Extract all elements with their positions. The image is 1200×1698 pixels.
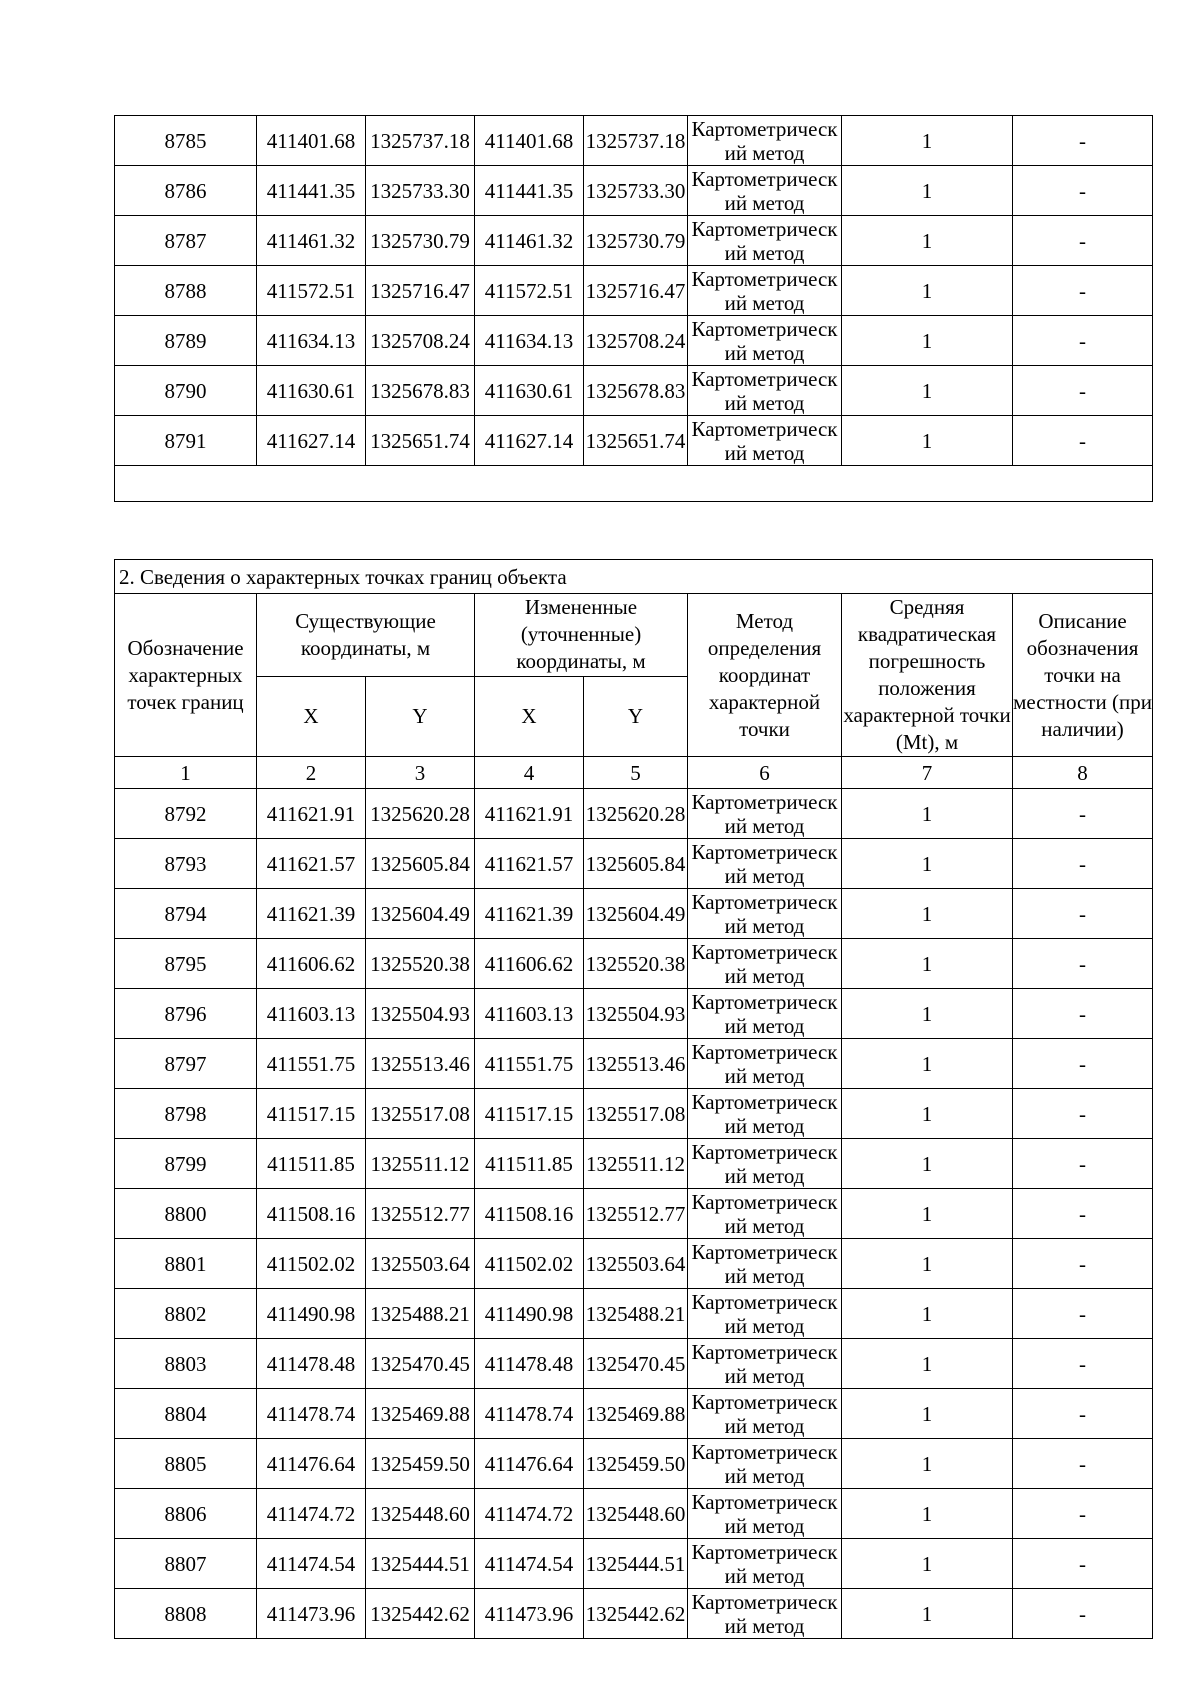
changed-x-cell: 411461.32 [475,216,584,266]
existing-y-cell: 1325708.24 [366,316,475,366]
method-cell: Картометрический метод [688,416,842,466]
existing-y-cell: 1325504.93 [366,989,475,1039]
existing-y-cell: 1325444.51 [366,1539,475,1589]
header-existing-x: X [257,676,366,757]
table-row [115,1089,1153,1139]
existing-x-cell: 411508.16 [257,1189,366,1239]
method-cell: Картометрический метод [688,1139,842,1189]
method-cell: Картометрический метод [688,1439,842,1489]
changed-y-cell: 1325442.62 [584,1589,688,1639]
existing-y-cell: 1325503.64 [366,1239,475,1289]
changed-x-cell: 411572.51 [475,266,584,316]
table-row [115,839,1153,889]
existing-y-cell: 1325448.60 [366,1489,475,1539]
error-cell: 1 [842,166,1013,216]
table-row [115,1189,1153,1239]
changed-y-cell: 1325604.49 [584,889,688,939]
point-cell: 8793 [115,839,257,889]
description-cell: - [1013,266,1153,316]
column-number: 1 [115,757,257,789]
existing-x-cell: 411461.32 [257,216,366,266]
point-cell: 8785 [115,116,257,166]
table-row [115,366,1153,416]
point-cell: 8789 [115,316,257,366]
table-row [115,1489,1153,1539]
method-cell: Картометрический метод [688,1389,842,1439]
point-cell: 8796 [115,989,257,1039]
column-number: 8 [1013,757,1153,789]
table-row [115,1589,1153,1639]
existing-x-cell: 411474.72 [257,1489,366,1539]
changed-y-cell: 1325708.24 [584,316,688,366]
error-cell: 1 [842,416,1013,466]
changed-y-cell: 1325470.45 [584,1339,688,1389]
method-cell: Картометрический метод [688,889,842,939]
column-number: 4 [475,757,584,789]
section-title: 2. Сведения о характерных точках границ объекта [115,560,1153,594]
existing-x-cell: 411478.74 [257,1389,366,1439]
table-row [115,266,1153,316]
point-cell: 8807 [115,1539,257,1589]
method-cell: Картометрический метод [688,366,842,416]
changed-y-cell: 1325678.83 [584,366,688,416]
method-cell: Картометрический метод [688,839,842,889]
changed-y-cell: 1325448.60 [584,1489,688,1539]
error-cell: 1 [842,939,1013,989]
header-changed-y: Y [584,676,688,757]
description-cell: - [1013,1039,1153,1089]
header-error: Средняя квадратическая погрешность положения характерной точки (Mt), м [842,594,1013,757]
description-cell: - [1013,789,1153,839]
error-cell: 1 [842,1239,1013,1289]
point-cell: 8799 [115,1139,257,1189]
table-row [115,166,1153,216]
point-cell: 8806 [115,1489,257,1539]
changed-x-cell: 411517.15 [475,1089,584,1139]
table-row [115,939,1153,989]
existing-y-cell: 1325730.79 [366,216,475,266]
existing-x-cell: 411627.14 [257,416,366,466]
changed-x-cell: 411401.68 [475,116,584,166]
method-cell: Картометрический метод [688,1089,842,1139]
point-cell: 8797 [115,1039,257,1089]
changed-x-cell: 411474.72 [475,1489,584,1539]
existing-x-cell: 411478.48 [257,1339,366,1389]
point-cell: 8798 [115,1089,257,1139]
changed-x-cell: 411511.85 [475,1139,584,1189]
description-cell: - [1013,1539,1153,1589]
method-cell: Картометрический метод [688,266,842,316]
description-cell: - [1013,316,1153,366]
column-number: 5 [584,757,688,789]
description-cell: - [1013,1489,1153,1539]
method-cell: Картометрический метод [688,1039,842,1089]
method-cell: Картометрический метод [688,216,842,266]
table-row [115,1139,1153,1189]
error-cell: 1 [842,116,1013,166]
changed-x-cell: 411630.61 [475,366,584,416]
header-point: Обозначение характерных точек границ [115,594,257,757]
existing-y-cell: 1325605.84 [366,839,475,889]
point-cell: 8791 [115,416,257,466]
method-cell: Картометрический метод [688,1539,842,1589]
method-cell: Картометрический метод [688,116,842,166]
existing-x-cell: 411630.61 [257,366,366,416]
existing-x-cell: 411517.15 [257,1089,366,1139]
changed-x-cell: 411603.13 [475,989,584,1039]
error-cell: 1 [842,366,1013,416]
error-cell: 1 [842,1389,1013,1439]
empty-row [115,466,1153,502]
error-cell: 1 [842,889,1013,939]
table-row [115,1389,1153,1439]
empty-cell [115,466,1153,502]
table-row [115,789,1153,839]
existing-x-cell: 411502.02 [257,1239,366,1289]
table-row [115,1239,1153,1289]
changed-y-cell: 1325504.93 [584,989,688,1039]
error-cell: 1 [842,1339,1013,1389]
error-cell: 1 [842,1589,1013,1639]
method-cell: Картометрический метод [688,789,842,839]
existing-x-cell: 411621.91 [257,789,366,839]
error-cell: 1 [842,216,1013,266]
table-row [115,416,1153,466]
changed-x-cell: 411606.62 [475,939,584,989]
existing-y-cell: 1325520.38 [366,939,475,989]
header-existing-y: Y [366,676,475,757]
changed-x-cell: 411441.35 [475,166,584,216]
existing-x-cell: 411474.54 [257,1539,366,1589]
error-cell: 1 [842,1039,1013,1089]
table-row [115,1439,1153,1489]
changed-y-cell: 1325444.51 [584,1539,688,1589]
existing-x-cell: 411634.13 [257,316,366,366]
changed-y-cell: 1325469.88 [584,1389,688,1439]
table-row [115,1339,1153,1389]
coordinates-table-continued [114,115,1153,502]
description-cell: - [1013,889,1153,939]
changed-x-cell: 411621.57 [475,839,584,889]
header-description: Описание обозначения точки на местности (при наличии) [1013,594,1153,757]
description-cell: - [1013,989,1153,1039]
existing-y-cell: 1325512.77 [366,1189,475,1239]
point-cell: 8792 [115,789,257,839]
table-body [115,789,1153,1639]
method-cell: Картометрический метод [688,166,842,216]
method-cell: Картометрический метод [688,316,842,366]
changed-x-cell: 411478.48 [475,1339,584,1389]
description-cell: - [1013,1189,1153,1239]
method-cell: Картометрический метод [688,1339,842,1389]
changed-x-cell: 411627.14 [475,416,584,466]
changed-x-cell: 411551.75 [475,1039,584,1089]
column-number: 7 [842,757,1013,789]
point-cell: 8786 [115,166,257,216]
changed-y-cell: 1325716.47 [584,266,688,316]
changed-y-cell: 1325517.08 [584,1089,688,1139]
changed-y-cell: 1325605.84 [584,839,688,889]
changed-y-cell: 1325730.79 [584,216,688,266]
description-cell: - [1013,216,1153,266]
existing-y-cell: 1325517.08 [366,1089,475,1139]
header-changed-x: X [475,676,584,757]
existing-x-cell: 411572.51 [257,266,366,316]
changed-x-cell: 411634.13 [475,316,584,366]
coordinates-table [114,559,1153,1639]
table-row [115,1289,1153,1339]
existing-y-cell: 1325470.45 [366,1339,475,1389]
error-cell: 1 [842,1489,1013,1539]
existing-y-cell: 1325733.30 [366,166,475,216]
changed-y-cell: 1325459.50 [584,1439,688,1489]
description-cell: - [1013,1389,1153,1439]
description-cell: - [1013,366,1153,416]
error-cell: 1 [842,1289,1013,1339]
error-cell: 1 [842,989,1013,1039]
existing-y-cell: 1325716.47 [366,266,475,316]
changed-x-cell: 411621.91 [475,789,584,839]
table-row [115,889,1153,939]
point-cell: 8788 [115,266,257,316]
header-existing: Существующие координаты, м [257,594,475,677]
column-number: 3 [366,757,475,789]
existing-x-cell: 411606.62 [257,939,366,989]
point-cell: 8800 [115,1189,257,1239]
point-cell: 8803 [115,1339,257,1389]
error-cell: 1 [842,266,1013,316]
point-cell: 8790 [115,366,257,416]
header-method: Метод определения координат характерной точки [688,594,842,757]
changed-y-cell: 1325512.77 [584,1189,688,1239]
description-cell: - [1013,1089,1153,1139]
existing-y-cell: 1325442.62 [366,1589,475,1639]
description-cell: - [1013,116,1153,166]
existing-x-cell: 411511.85 [257,1139,366,1189]
existing-x-cell: 411603.13 [257,989,366,1039]
changed-y-cell: 1325503.64 [584,1239,688,1289]
header-changed: Измененные (уточненные) координаты, м [475,594,688,677]
point-cell: 8794 [115,889,257,939]
method-cell: Картометрический метод [688,1589,842,1639]
changed-x-cell: 411474.54 [475,1539,584,1589]
error-cell: 1 [842,839,1013,889]
point-cell: 8808 [115,1589,257,1639]
point-cell: 8804 [115,1389,257,1439]
column-number: 6 [688,757,842,789]
description-cell: - [1013,1239,1153,1289]
column-number: 2 [257,757,366,789]
existing-x-cell: 411473.96 [257,1589,366,1639]
existing-x-cell: 411476.64 [257,1439,366,1489]
table-header [115,560,1153,789]
changed-y-cell: 1325737.18 [584,116,688,166]
changed-y-cell: 1325620.28 [584,789,688,839]
table-row [115,989,1153,1039]
method-cell: Картометрический метод [688,939,842,989]
existing-y-cell: 1325469.88 [366,1389,475,1439]
changed-x-cell: 411621.39 [475,889,584,939]
existing-y-cell: 1325651.74 [366,416,475,466]
existing-x-cell: 411621.57 [257,839,366,889]
changed-x-cell: 411476.64 [475,1439,584,1489]
error-cell: 1 [842,1439,1013,1489]
changed-x-cell: 411502.02 [475,1239,584,1289]
changed-x-cell: 411473.96 [475,1589,584,1639]
method-cell: Картометрический метод [688,1239,842,1289]
method-cell: Картометрический метод [688,1189,842,1239]
table-row [115,1539,1153,1589]
changed-y-cell: 1325511.12 [584,1139,688,1189]
point-cell: 8802 [115,1289,257,1339]
method-cell: Картометрический метод [688,1289,842,1339]
existing-x-cell: 411401.68 [257,116,366,166]
description-cell: - [1013,1139,1153,1189]
method-cell: Картометрический метод [688,1489,842,1539]
changed-y-cell: 1325488.21 [584,1289,688,1339]
existing-y-cell: 1325511.12 [366,1139,475,1189]
description-cell: - [1013,1289,1153,1339]
description-cell: - [1013,939,1153,989]
changed-y-cell: 1325733.30 [584,166,688,216]
error-cell: 1 [842,1189,1013,1239]
table-row [115,1039,1153,1089]
changed-x-cell: 411490.98 [475,1289,584,1339]
error-cell: 1 [842,316,1013,366]
table-row [115,316,1153,366]
description-cell: - [1013,416,1153,466]
error-cell: 1 [842,789,1013,839]
method-cell: Картометрический метод [688,989,842,1039]
error-cell: 1 [842,1139,1013,1189]
existing-x-cell: 411551.75 [257,1039,366,1089]
description-cell: - [1013,1589,1153,1639]
table-row [115,116,1153,166]
error-cell: 1 [842,1539,1013,1589]
changed-y-cell: 1325513.46 [584,1039,688,1089]
existing-y-cell: 1325513.46 [366,1039,475,1089]
table-row [115,216,1153,266]
description-cell: - [1013,1339,1153,1389]
table-body [115,116,1153,502]
changed-y-cell: 1325520.38 [584,939,688,989]
existing-x-cell: 411441.35 [257,166,366,216]
existing-y-cell: 1325459.50 [366,1439,475,1489]
point-cell: 8801 [115,1239,257,1289]
point-cell: 8795 [115,939,257,989]
existing-y-cell: 1325488.21 [366,1289,475,1339]
changed-y-cell: 1325651.74 [584,416,688,466]
point-cell: 8787 [115,216,257,266]
error-cell: 1 [842,1089,1013,1139]
existing-y-cell: 1325678.83 [366,366,475,416]
description-cell: - [1013,839,1153,889]
existing-x-cell: 411621.39 [257,889,366,939]
changed-x-cell: 411508.16 [475,1189,584,1239]
description-cell: - [1013,1439,1153,1489]
existing-y-cell: 1325604.49 [366,889,475,939]
description-cell: - [1013,166,1153,216]
point-cell: 8805 [115,1439,257,1489]
changed-x-cell: 411478.74 [475,1389,584,1439]
existing-x-cell: 411490.98 [257,1289,366,1339]
existing-y-cell: 1325737.18 [366,116,475,166]
existing-y-cell: 1325620.28 [366,789,475,839]
